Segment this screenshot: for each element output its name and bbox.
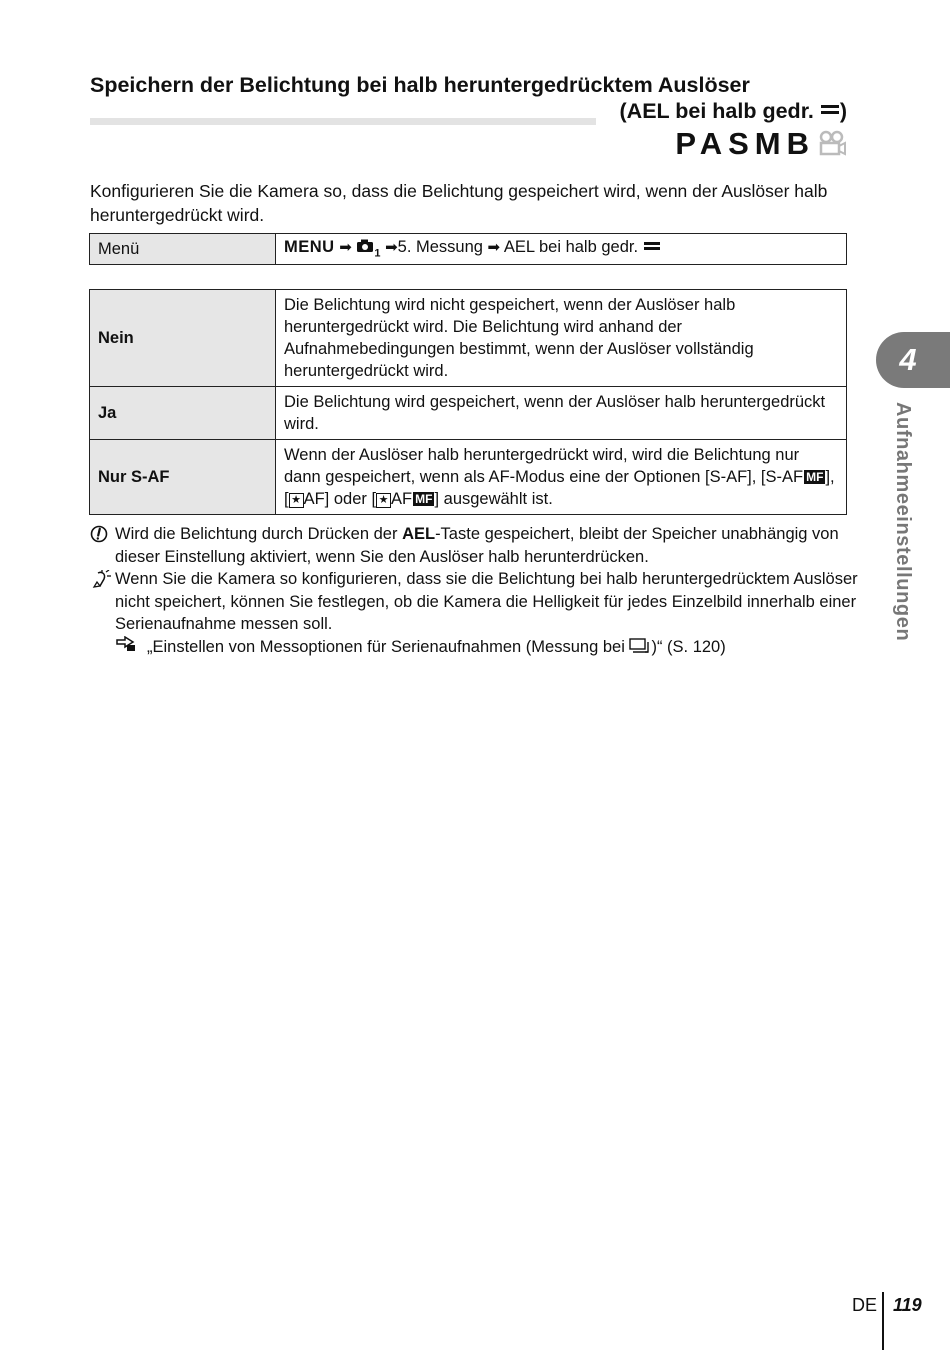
menu-item: AEL bei halb gedr. — [503, 238, 639, 257]
options-table — [89, 289, 847, 515]
option-description: Die Belichtung wird gespeichert, wenn der Auslöser halb heruntergedrückt wird. — [276, 387, 847, 440]
movie-mode-icon — [817, 130, 847, 156]
caution-note — [90, 523, 860, 568]
arrow-icon: ➡ — [487, 239, 501, 257]
page-title — [90, 72, 847, 124]
caution-text: -Taste gespeichert, bleibt der Speicher unabhängig von dieser Einstellung aktiviert, wenn Sie den Auslöser halb herunterdrücken. — [115, 525, 839, 566]
chapter-number: 4 — [899, 342, 917, 377]
reference-text: )“ (S. 120) — [651, 637, 726, 656]
footer-language: DE — [852, 1295, 878, 1315]
chapter-label — [884, 402, 914, 672]
option-text-part: ], [ — [284, 468, 835, 508]
arrow-icon: ➡ — [339, 239, 352, 257]
tip-icon — [90, 570, 112, 590]
table-row — [90, 440, 847, 515]
camera-tab-number: 1 — [374, 247, 381, 260]
face-priority-icon: ★ — [289, 493, 304, 508]
option-text-part: AF — [391, 490, 413, 508]
face-priority-icon: ★ — [376, 493, 391, 508]
caution-text: Wird die Belichtung durch Drücken der — [115, 525, 403, 543]
mf-badge: MF — [415, 492, 433, 506]
option-text-part: AF] oder [ — [303, 490, 377, 508]
table-row — [90, 387, 847, 440]
reference-line — [90, 636, 860, 659]
menu-label: Menü — [90, 234, 276, 265]
option-label: Ja — [90, 387, 276, 440]
sequential-shooting-icon — [629, 638, 651, 654]
option-text-part: ] ausgewählt ist. — [434, 490, 553, 508]
page-reference-icon — [115, 636, 147, 659]
intro-paragraph: Konfigurieren Sie die Kamera so, dass die Belichtung gespeichert wird, wenn der Auslöser halb heruntergedrückt wird. — [90, 181, 828, 225]
table-row — [90, 290, 847, 387]
title-underline — [90, 118, 596, 125]
caution-icon — [90, 525, 108, 543]
tip-text: Wenn Sie die Kamera so konfigurieren, dass sie die Belichtung bei halb heruntergedrücktem Auslöser nicht speichert, können Sie festlegen, ob die Kamera die Helligkeit für jedes Einzelbild innerhalb einer Serienaufnahme messen soll. — [115, 570, 858, 633]
option-text-part: Wenn der Auslöser halb heruntergedrückt wird, wird die Belichtung nur dann gespeichert, wenn als AF-Modus eine der Optionen [S-AF], [S-AF — [284, 446, 804, 486]
notes-section — [90, 523, 860, 658]
tip-note — [90, 568, 860, 636]
title-line-2-close: ) — [839, 99, 847, 123]
modes-text: PASMB — [675, 126, 815, 161]
shutter-half-press-icon — [820, 103, 840, 115]
shooting-modes — [675, 126, 847, 162]
menu-path-table — [89, 233, 847, 265]
title-line-2-text: (AEL bei halb gedr. — [619, 99, 820, 123]
page-number: 119 — [893, 1295, 922, 1315]
chapter-label-text: Aufnahmeeinstellungen — [892, 402, 914, 642]
camera-tab-icon — [356, 238, 374, 253]
menu-button-label: MENU — [284, 238, 335, 257]
ael-button-label: AEL — [402, 525, 436, 543]
arrow-icon: ➡ — [385, 239, 398, 257]
menu-path — [276, 234, 847, 265]
reference-text: „Einstellen von Messoptionen für Serienaufnahmen (Messung bei — [147, 637, 630, 656]
chapter-tab — [876, 332, 950, 388]
shutter-half-press-icon — [643, 241, 661, 251]
footer-divider — [882, 1292, 884, 1350]
option-label: Nein — [90, 290, 276, 387]
option-description: Die Belichtung wird nicht gespeichert, wenn der Auslöser halb heruntergedrückt wird. Die Belichtung wird anhand der Aufnahmebedingungen bestimmt, wenn der Auslöser vollständig heruntergedrückt wird. — [276, 290, 847, 387]
option-label: Nur S-AF — [90, 440, 276, 515]
option-description — [276, 440, 847, 515]
menu-step: 5. Messung — [397, 238, 483, 257]
title-line-1: Speichern der Belichtung bei halb heruntergedrücktem Auslöser — [90, 73, 750, 97]
mf-badge: MF — [806, 470, 824, 484]
